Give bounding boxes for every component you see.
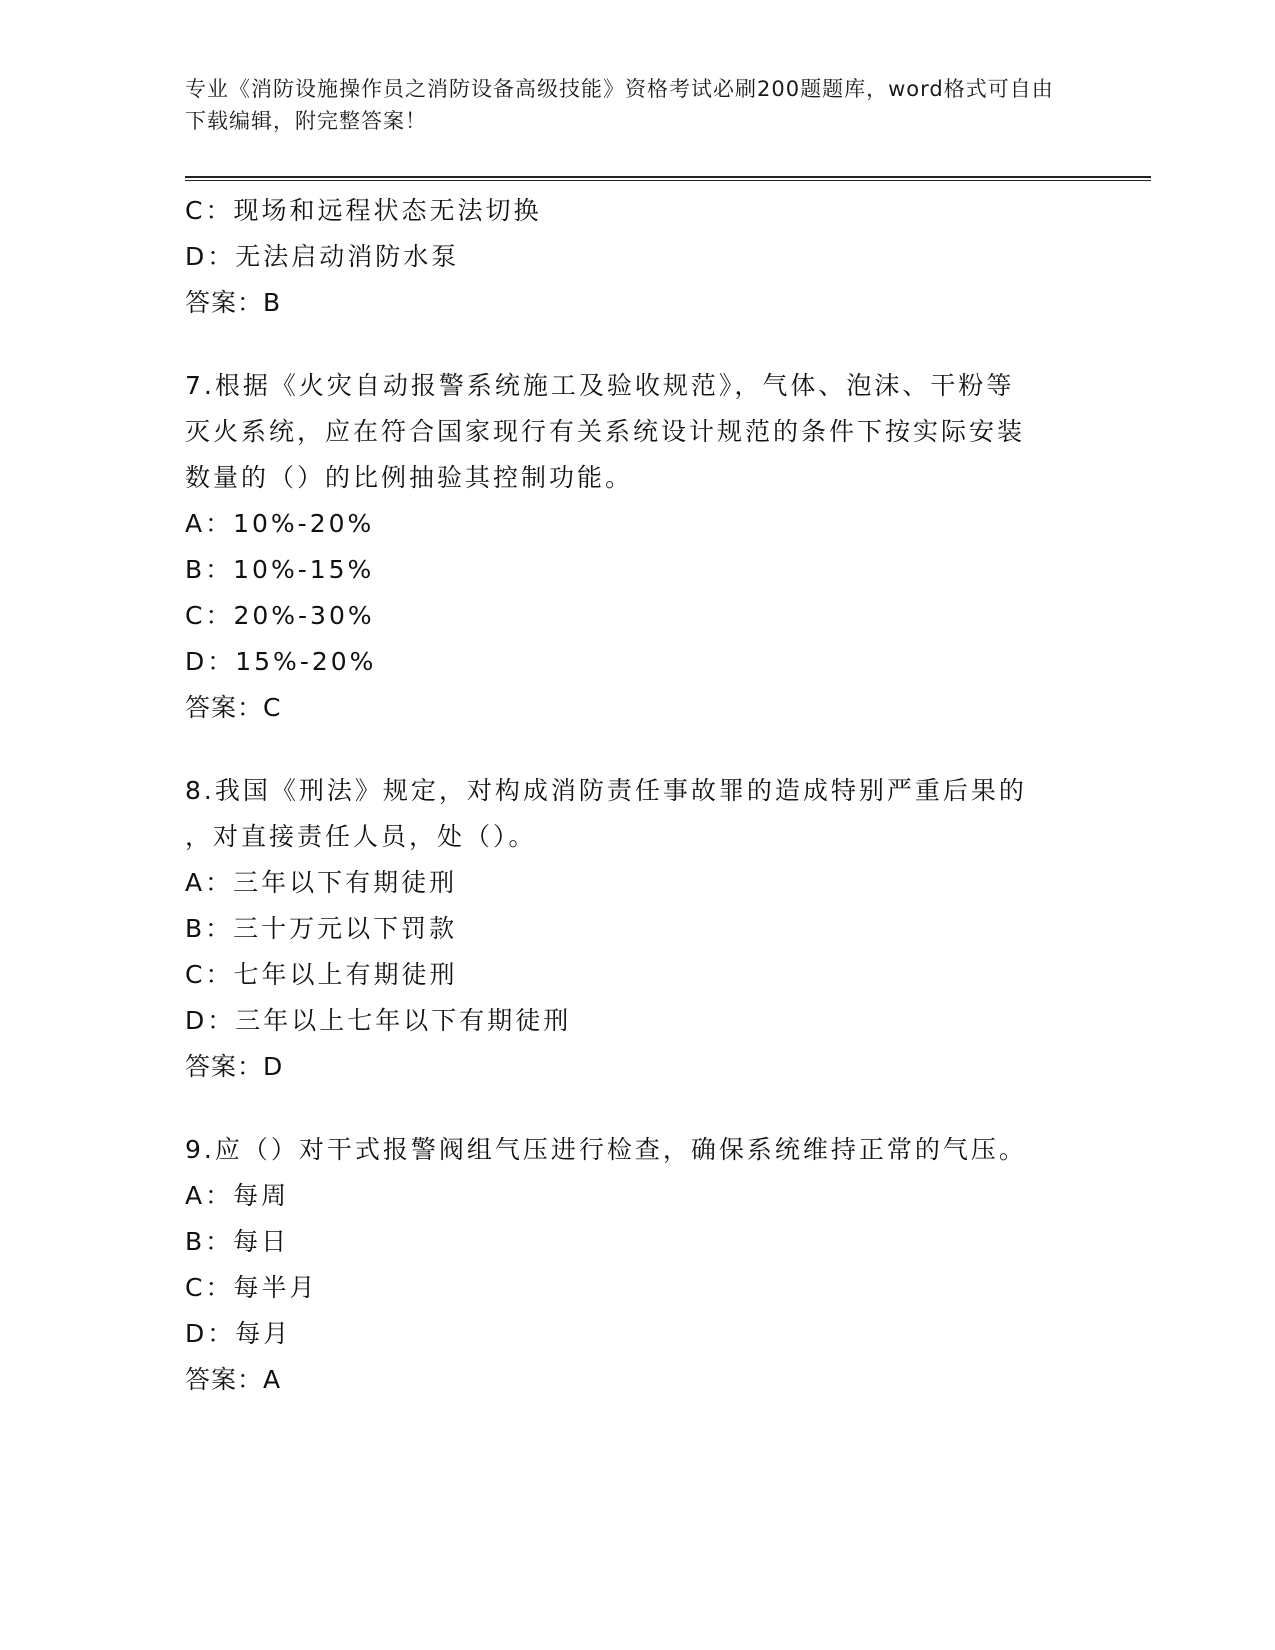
option-b: B：三十万元以下罚款	[185, 914, 458, 943]
option-b: B：10%-15%	[185, 555, 375, 584]
question-stem-line: 数量的（）的比例抽验其控制功能。	[185, 463, 634, 492]
question-9	[185, 1127, 1085, 1403]
document-header: 专业《消防设施操作员之消防设备高级技能》资格考试必刷200题题库，word格式可自由下载编辑，附完整答案！	[185, 77, 1054, 133]
question-stem-line: ，对直接责任人员，处（）。	[185, 822, 537, 851]
question-list	[185, 188, 1085, 1403]
answer-label: 答案：B	[185, 288, 282, 317]
question-6-continuation	[185, 188, 1085, 326]
option-a: A：10%-20%	[185, 509, 375, 538]
option-c: C：每半月	[185, 1273, 318, 1302]
header-divider	[185, 176, 1151, 181]
question-8	[185, 768, 1085, 1090]
question-stem-line: 灭火系统，应在符合国家现行有关系统设计规范的条件下按实际安装	[185, 417, 1026, 446]
option-d: D：三年以上七年以下有期徒刑	[185, 1006, 572, 1035]
spacer	[185, 731, 1085, 768]
option-a: A：每周	[185, 1181, 290, 1210]
question-stem-line: 9.应（）对干式报警阀组气压进行检查，确保系统维持正常的气压。	[185, 1135, 1027, 1164]
question-stem-line: 7.根据《火灾自动报警系统施工及验收规范》，气体、泡沫、干粉等	[185, 371, 1015, 400]
spacer	[185, 326, 1085, 363]
answer-label: 答案：C	[185, 693, 282, 722]
option-c: C：七年以上有期徒刑	[185, 960, 458, 989]
option-d: D：无法启动消防水泵	[185, 242, 460, 271]
option-b: B：每日	[185, 1227, 290, 1256]
answer-label: 答案：D	[185, 1052, 284, 1081]
option-d: D：每月	[185, 1319, 292, 1348]
question-7	[185, 363, 1085, 731]
answer-label: 答案：A	[185, 1365, 282, 1394]
option-c: C：20%-30%	[185, 601, 375, 630]
option-c: C：现场和远程状态无法切换	[185, 196, 542, 225]
question-stem-line: 8.我国《刑法》规定，对构成消防责任事故罪的造成特别严重后果的	[185, 776, 1027, 805]
option-d: D：15%-20%	[185, 647, 377, 676]
spacer	[185, 1090, 1085, 1127]
option-a: A：三年以下有期徒刑	[185, 868, 458, 897]
